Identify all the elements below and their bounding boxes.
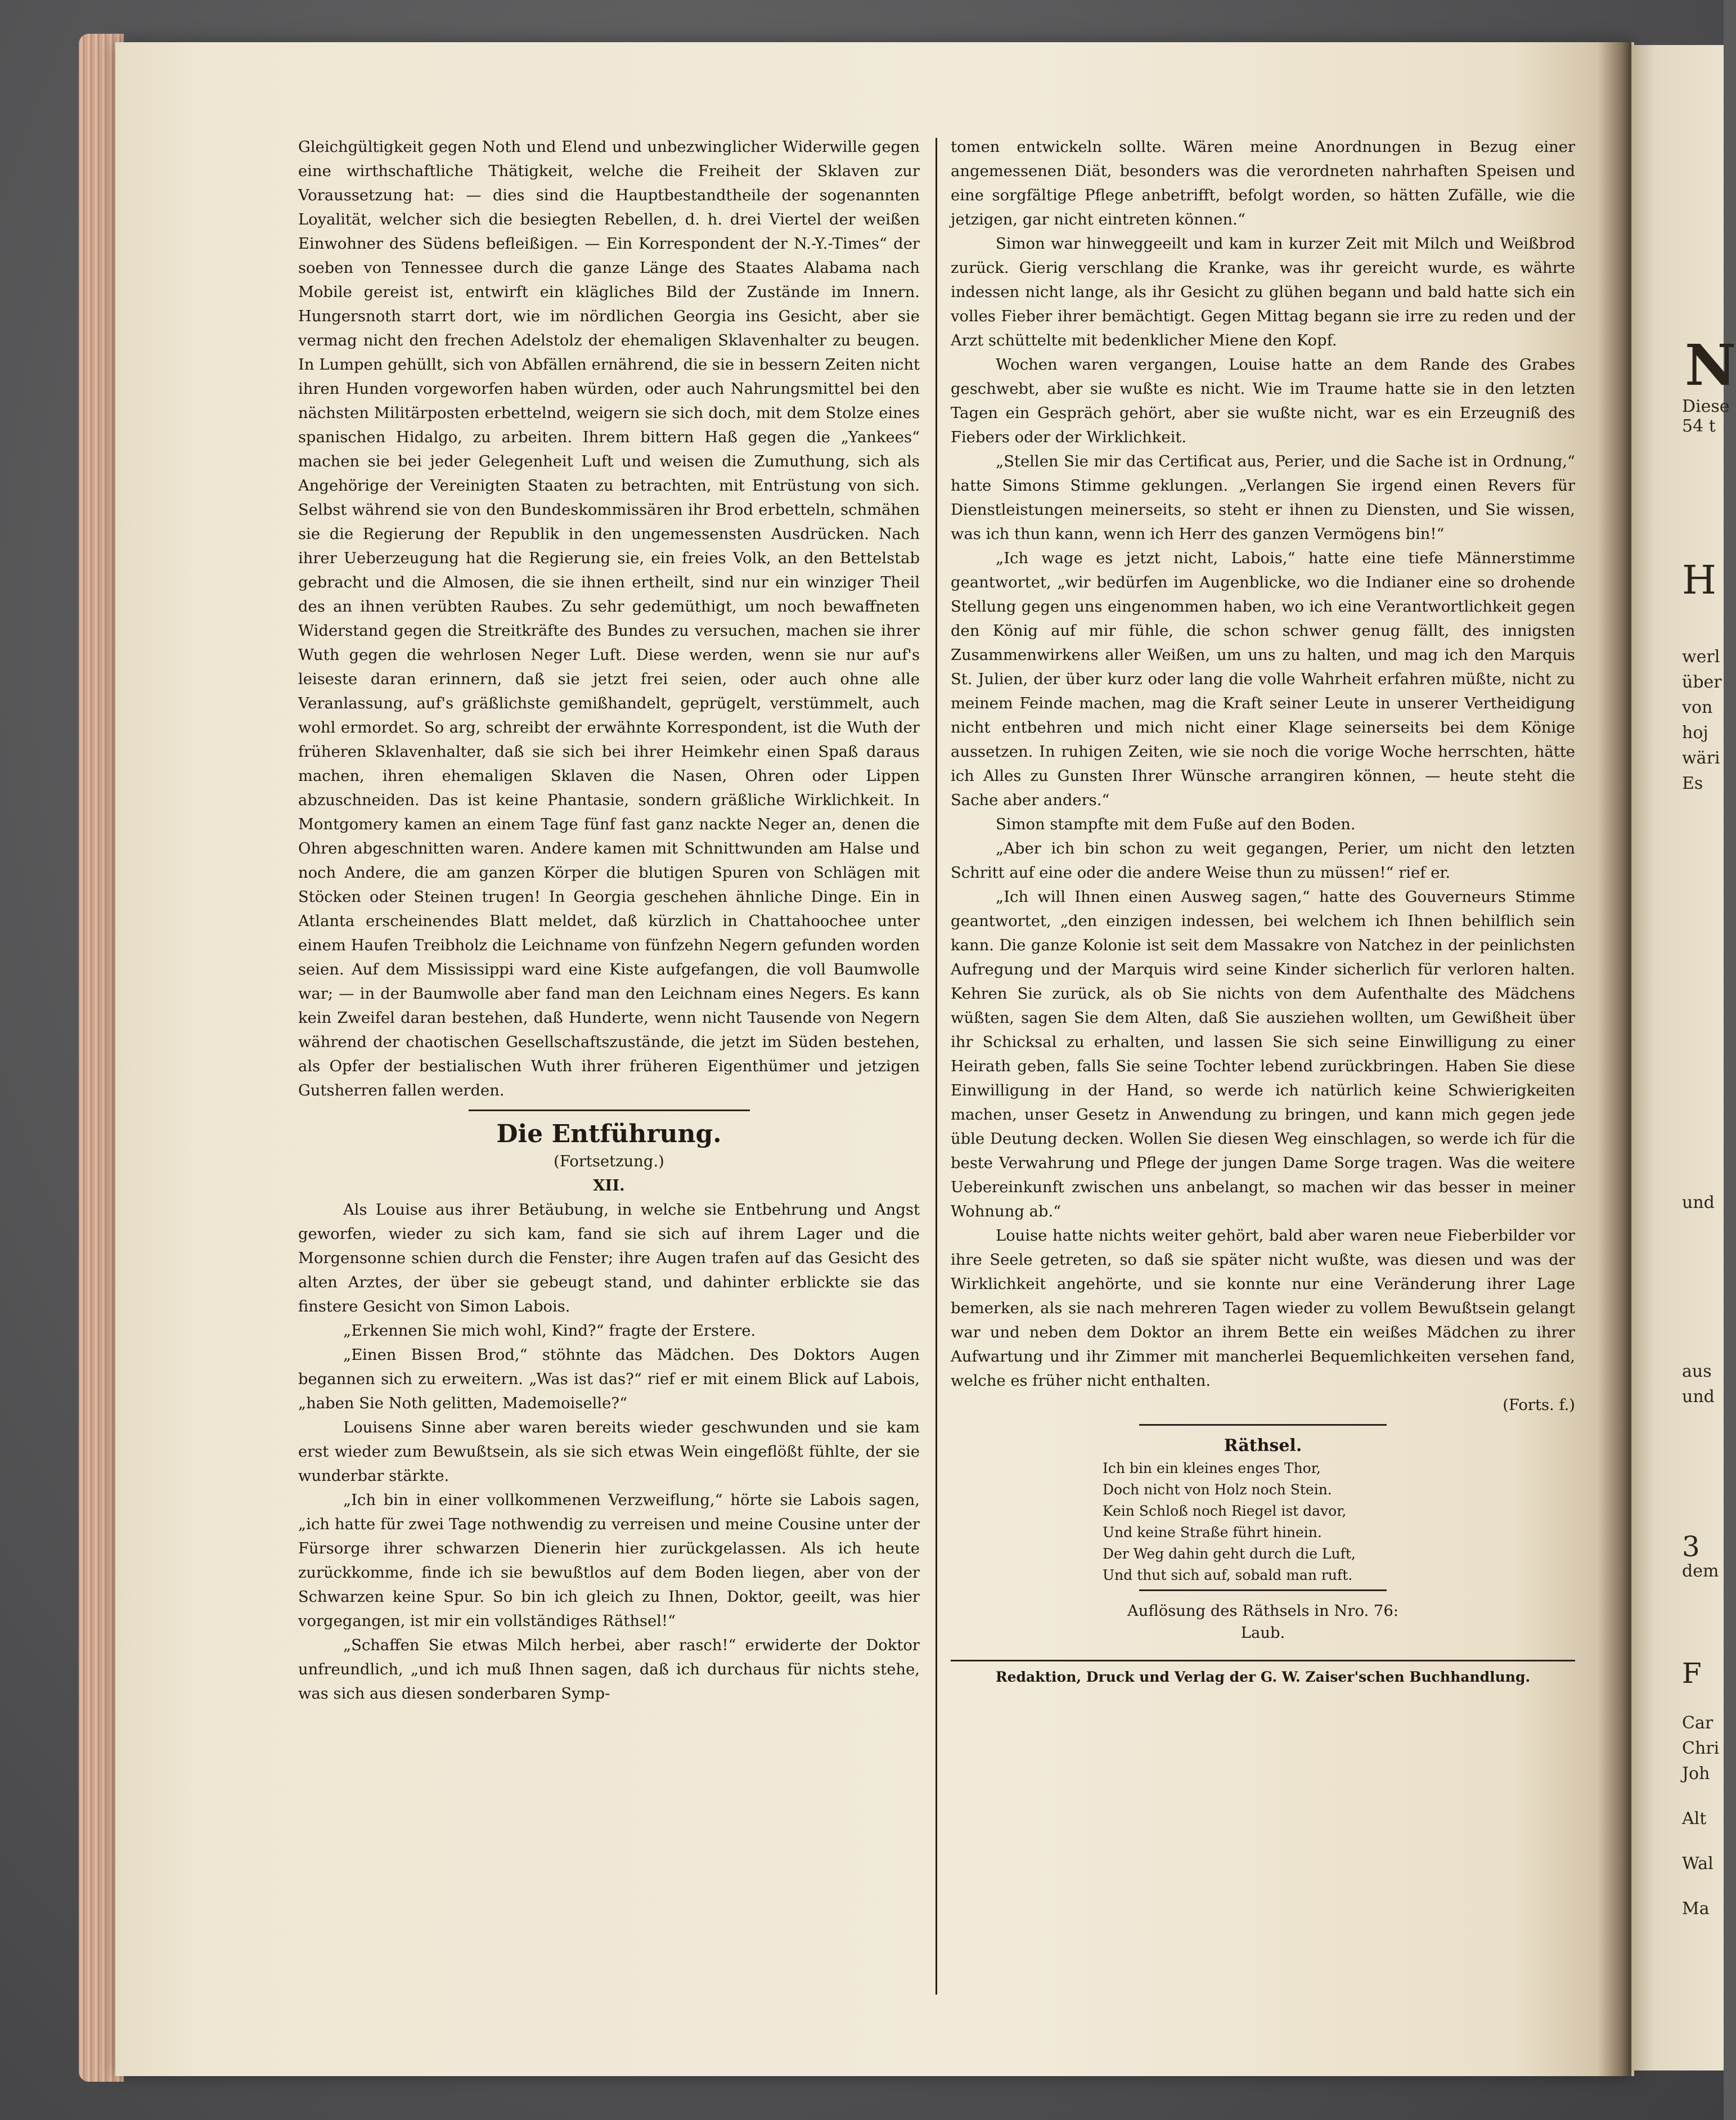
- facing-page-fragment: Alt: [1682, 1809, 1707, 1829]
- facing-page-fragment: und: [1682, 1193, 1715, 1212]
- story-paragraph: Simon stampfte mit dem Fuße auf den Boden.: [996, 816, 1356, 833]
- facing-page-fragment: über: [1682, 672, 1722, 692]
- facing-page-fragment: von: [1682, 698, 1713, 717]
- story-paragraph: „Stellen Sie mir das Certificat aus, Perier, und die Sache ist in Ordnung,“ hatte Simons Stimme geklungen. „Verlangen Sie irgend einen Revers für Dienstleistungen meinerseits, so steht er ihnen zu Diensten, und Sie wissen, was ich thun kann, wenn ich Herr des ganzen Vermögens bin!“: [951, 453, 1575, 543]
- facing-page-fragment: aus: [1682, 1362, 1712, 1381]
- story-paragraph: Als Louise aus ihrer Betäubung, in welche sie Entbehrung und Angst geworfen, wieder zu sich kam, fand sie sich auf ihrem Lager und die Morgensonne schien durch die Fenster; ihre Augen trafen auf das Gesicht des alten Arztes, der über sie gebeugt stand, und dahinter erblickte sie das finstere Gesicht von Simon Labois.: [298, 1201, 920, 1315]
- facing-page-fragment: Car: [1682, 1713, 1713, 1733]
- right-column: [951, 135, 1575, 1689]
- continuation-note: (Forts. f.): [1503, 1396, 1575, 1414]
- story-paragraph: „Erkennen Sie mich wohl, Kind?“ fragte der Erstere.: [343, 1322, 756, 1340]
- facing-page-fragment: Es: [1682, 774, 1703, 793]
- column-divider-rule: [936, 138, 937, 1995]
- facing-page-fragment: dem: [1682, 1561, 1719, 1581]
- story-paragraph: Louise hatte nichts weiter gehört, bald aber waren neue Fieberbilder vor ihre Seele getreten, so daß sie später nicht wußte, was diesen und was der Wirklichkeit angehörte, und sie konnte nur eine Veränderung ihrer Lage bemerken, als sie nach mehreren Tagen wieder zu vollem Bewußtsein gelangt war und neben dem Doktor an ihrem Bette ein weißes Mädchen zu ihrer Aufwartung und ihr Zimmer mit mancherlei Bequemlichkeiten versehen fand, welche es früher nicht enthalten.: [951, 1227, 1575, 1390]
- story-paragraph: Simon war hinweggeeilt und kam in kurzer Zeit mit Milch und Weißbrod zurück. Gierig verschlang die Kranke, was ihr gereicht wurde, es währte indessen nicht lange, als ihr Gesicht zu glühen begann und bald hatte sich ein volles Fieber ihrer bemächtigt. Gegen Mittag begann sie irre zu reden und der Arzt schüttelte mit bedenklicher Miene den Kopf.: [951, 235, 1575, 349]
- facing-page-fragment: Wal: [1682, 1854, 1713, 1874]
- story-paragraph: „Aber ich bin schon zu weit gegangen, Perier, um nicht den letzten Schritt auf eine oder die andere Weise thun zu müssen!“ rief er.: [951, 840, 1575, 882]
- facing-page-fragment: 54 t: [1682, 416, 1716, 436]
- riddle-solution-label: Auflösung des Räthsels in Nro. 76:: [1127, 1602, 1398, 1620]
- story-paragraph: „Einen Bissen Brod,“ stöhnte das Mädchen. Des Doktors Augen begannen sich zu erweitern. „Was ist das?“ rief er mit einem Blick auf Labois, „haben Sie Noth gelitten, Mademoiselle?“: [298, 1346, 920, 1412]
- riddle-end-rule: [1139, 1589, 1387, 1591]
- story-paragraph: Louisens Sinne aber waren bereits wieder geschwunden und sie kam erst wieder zum Bewußtsein, als sie sich etwas Wein eingeflößt fühlte, der sie wunderbar stärkte.: [298, 1419, 920, 1485]
- story-paragraph: „Schaffen Sie etwas Milch herbei, aber rasch!“ erwiderte der Doktor unfreundlich, „und ich muß Ihnen sagen, daß ich durchaus für nichts stehe, was sich aus diesen sonderbaren Symp-: [298, 1637, 920, 1703]
- riddle-solution-answer: Laub.: [1240, 1624, 1285, 1642]
- riddle-verse: [951, 1458, 1575, 1586]
- story-paragraph: „Ich will Ihnen einen Ausweg sagen,“ hatte des Gouverneurs Stimme geantwortet, „den einzigen indessen, bei welchem ich Ihnen behilflich sein kann. Die ganze Kolonie ist seit dem Massakre von Natchez in der peinlichsten Aufregung und der Marquis wird seine Kinder sicherlich für verloren halten. Kehren Sie zurück, als ob Sie nichts von dem Aufenthalte des Mädchens wüßten, sagen Sie dem Alten, daß Sie ausziehen wollten, um Gewißheit über ihr Schicksal zu erhalten, und lassen Sie sich seine Einwilligung zu einer Heirath geben, falls Sie seine Tochter lebend zurückbringen. Haben Sie diese Einwilligung in der Hand, so werde ich natürlich keine Schwierigkeiten machen, unser Gesetz in Anwendung zu bringen, und kann mich gegen jede üble Deutung decken. Wollen Sie diesen Weg einschlagen, so werde ich für die beste Verwahrung und Pflege der jungen Dame Sorge tragen. Was die weitere Uebereinkunft zwischen uns anbelangt, so machen wir das besser in meiner Wohnung ab.“: [951, 888, 1575, 1220]
- facing-page-fragment: wäri: [1682, 748, 1720, 768]
- riddle-line: Der Weg dahin geht durch die Luft,: [1103, 1546, 1356, 1562]
- facing-page-fragment: Joh: [1682, 1764, 1710, 1784]
- riddle-line: Kein Schloß noch Riegel ist davor,: [1103, 1503, 1347, 1519]
- riddle-line: Doch nicht von Holz noch Stein.: [1103, 1481, 1332, 1498]
- facing-page-fragment: hoj: [1682, 723, 1708, 743]
- story-chapter: XII.: [593, 1176, 625, 1194]
- facing-page-fragment: H: [1682, 557, 1717, 603]
- publisher-imprint: Redaktion, Druck und Verlag der G. W. Zaiser'schen Buchhandlung.: [951, 1660, 1575, 1689]
- facing-page-fragment: N: [1685, 332, 1736, 398]
- riddle-rule: [1139, 1424, 1387, 1426]
- facing-page-fragment: Diese: [1682, 397, 1730, 416]
- page-gutter: [1598, 42, 1631, 2076]
- story-paragraph: „Ich bin in einer vollkommenen Verzweiflung,“ hörte sie Labois sagen, „ich hatte für zwei Tage nothwendig zu verreisen und meine Cousine unter der Fürsorge ihrer schwarzen Dienerin hier zurückgelassen. Als ich heute zurückkomme, finde ich sie bewußtlos auf dem Boden liegen, aber von der Schwarzen keine Spur. So bin ich gleich zu Ihnen, Doktor, geeilt, was hier vorgegangen, ist mir ein vollständiges Räthsel!“: [298, 1492, 920, 1630]
- facing-page-fragment: Ma: [1682, 1899, 1710, 1919]
- riddle-line: Ich bin ein kleines enges Thor,: [1103, 1460, 1321, 1476]
- left-column: [298, 135, 920, 1706]
- riddle-line: Und keine Straße führt hinein.: [1103, 1524, 1322, 1540]
- story-paragraph: „Ich wage es jetzt nicht, Labois,“ hatte eine tiefe Männerstimme geantwortet, „wir bedürfen im Augenblicke, wo die Indianer eine so drohende Stellung gegen uns eingenommen haben, wo ich eine Verantwortlichkeit gegen den König auf mir fühle, die schon schwer genug fällt, des innigsten Zusammenwirkens aller Weißen, um uns zu halten, und mag ich den Marquis St. Julien, der über kurz oder lang die volle Wahrheit erfahren müßte, nicht zu meinem Feinde machen, mag die Kraft seiner Leute in unserer Vertheidigung nicht entbehren und mich nicht einer Klage seinerseits bei dem Könige aussetzen. In ruhigen Zeiten, wie sie noch die vorige Woche herrschten, hätte ich Alles zu Gunsten Ihrer Wünsche arrangiren können, — heute steht die Sache aber anders.“: [951, 550, 1575, 809]
- facing-page-fragment: und: [1682, 1387, 1715, 1407]
- facing-page-fragment: werl: [1682, 647, 1720, 667]
- story-title: Die Entführung.: [496, 1120, 722, 1148]
- story-paragraph: tomen entwickeln sollte. Wären meine Anordnungen in Bezug einer angemessenen Diät, besonders was die verordneten nahrhaften Speisen und eine sorgfältige Pflege anbetrifft, befolgt worden, so hätten Zufälle, wie die jetzigen, gar nicht eintreten können.“: [951, 138, 1575, 228]
- facing-page-fragment: F: [1682, 1657, 1702, 1690]
- article-paragraph: Gleichgültigkeit gegen Noth und Elend und unbezwinglicher Widerwille gegen eine wirthschaftliche Thätigkeit, welche die Freiheit der Sklaven zur Voraussetzung hat: — dies sind die Hauptbestandtheile der sogenannten Loyalität, welcher sich die besiegten Rebellen, d. h. drei Viertel der weißen Einwohner des Südens befleißigen. — Ein Korrespondent der N.-Y.-Times“ der soeben von Tennessee durch die ganze Länge des Staates Alabama nach Mobile gereist ist, entwirft ein klägliches Bild der Zustände im Innern. Hungersnoth starrt dort, wie im nördlichen Georgia ins Gesicht, aber sie vermag nicht den frechen Adelstolz der ehemaligen Sklavenhalter zu beugen. In Lumpen gehüllt, sich von Abfällen ernährend, die sie in bessern Zeiten nicht ihren Hunden vorgeworfen haben würden, oder auch Nahrungsmittel bei den nächsten Militärposten erbettelnd, weigern sie sich doch, mit dem Stolze eines spanischen Hidalgo, zu arbeiten. Ihrem bittern Haß gegen die „Yankees“ machen sie bei jeder Gelegenheit Luft und weisen die Zumuthung, sich als Angehörige der Vereinigten Staaten zu betrachten, mit Entrüstung von sich. Selbst während sie von den Bundeskommissären ihr Brod erbetteln, schmähen sie die Regierung der Republik in den ungemessensten Ausdrücken. Nach ihrer Ueberzeugung hat die Regierung sie, ein freies Volk, an den Bettelstab gebracht und die Almosen, die sie ihnen ertheilt, sind nur ein winziger Theil des an ihnen verübten Raubes. Zu sehr gedemüthigt, um noch bewaffneten Widerstand gegen die Streitkräfte des Bundes zu versuchen, machen sie ihrer Wuth gegen die wehrlosen Neger Luft. Diese werden, wenn sie nur auf's leiseste daran erinnern, daß sie jetzt frei seien, oder auch ohne alle Veranlassung, auf's gräßlichste gemißhandelt, geprügelt, verstümmelt, auch wohl ermordet. So arg, schreibt der erwähnte Korrespondent, ist die Wuth der früheren Sklavenhalter, daß sie sich bei ihrer Heimkehr einen Spaß daraus machen, ihren ehemaligen Sklaven die Nasen, Ohren oder Lippen abzuschneiden. Das ist keine Phantasie, sondern gräßliche Wirklichkeit. In Montgomery kamen an einem Tage fünf fast ganz nackte Neger an, denen die Ohren abgeschnitten waren. Andere kamen mit Schnittwunden am Halse und noch Andere, die am ganzen Körper die blutigen Spuren von Schlägen mit Stöcken oder Steinen trugen! In Georgia geschehen ähnliche Dinge. Ein in Atlanta erscheinendes Blatt meldet, daß kürzlich in Chattahoochee unter einem Haufen Treibholz die Leichname von fünfzehn Negern gefunden worden seien. Auf dem Mississippi ward eine Kiste aufgefangen, die voll Baumwolle war; — in der Baumwolle aber fand man den Leichnam eines Negers. Es kann kein Zweifel daran bestehen, daß Hunderte, wenn nicht Tausende von Negern während der chaotischen Gesellschaftszustände, die jetzt im Süden bestehen, als Opfer der bestialischen Wuth ihrer früheren Eigenthümer und jetzigen Gutsherren fallen werden.: [298, 138, 920, 1099]
- facing-page-fragment: Chri: [1682, 1739, 1720, 1758]
- story-paragraph: Wochen waren vergangen, Louise hatte an dem Rande des Grabes geschwebt, aber sie wußte es nicht. Wie im Traume hatte sie in den letzten Tagen ein Gespräch gehört, aber sie wußte nicht, war es ein Erzeugniß des Fiebers oder der Wirklichkeit.: [951, 356, 1575, 446]
- facing-page-fragment: 3: [1682, 1530, 1700, 1563]
- section-rule: [469, 1110, 750, 1111]
- story-subtitle: (Fortsetzung.): [554, 1153, 664, 1170]
- riddle-line: Und thut sich auf, sobald man ruft.: [1103, 1567, 1353, 1583]
- riddle-title: Räthsel.: [1224, 1436, 1302, 1456]
